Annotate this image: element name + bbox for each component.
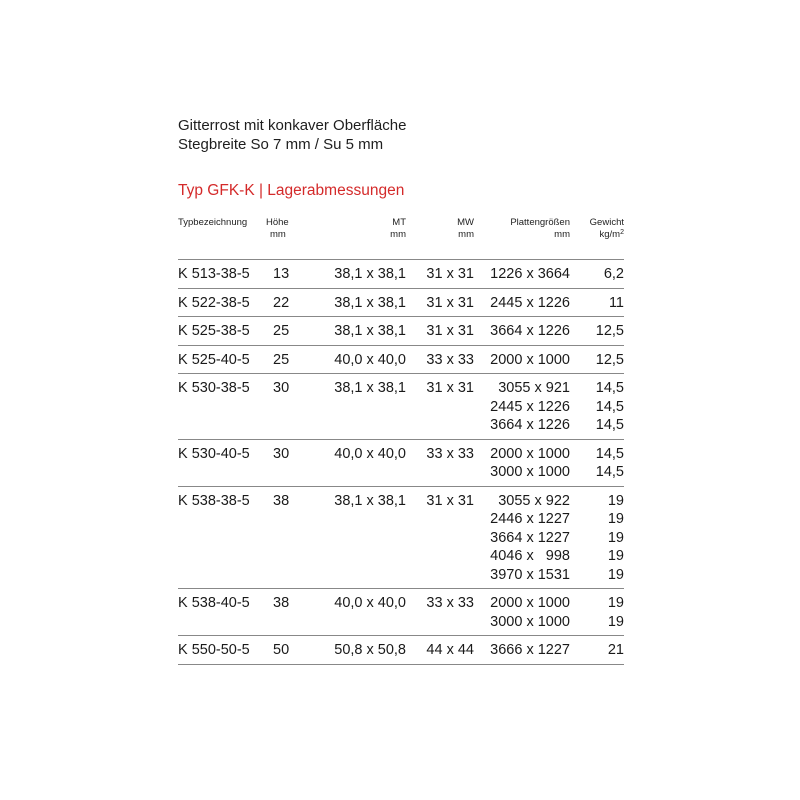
header-mt: MT mm — [390, 217, 406, 240]
cell-weight: 11 — [608, 294, 624, 311]
document-page — [178, 116, 624, 665]
cell-plate-size: 1226 x 3664 — [490, 266, 570, 282]
cell-weight: 14,5 — [595, 464, 624, 480]
cell-weights — [570, 374, 624, 440]
cell-weight: 19 — [607, 566, 624, 583]
cell-weights — [570, 260, 624, 289]
cell-plate-size: 2000 x 1000 — [490, 595, 570, 611]
cell-mw: 31 x 31 — [426, 266, 474, 282]
cell-plate-sizes — [474, 288, 570, 317]
cell-plate-size: 3666 x 1227 — [490, 642, 570, 658]
table-row — [178, 636, 624, 665]
cell-plate-size: 3664 x 1226 — [490, 417, 570, 433]
cell-height: 30 — [273, 380, 290, 396]
cell-type: K 550-50-5 — [178, 642, 250, 658]
cell-weights — [570, 345, 624, 374]
table-row — [178, 345, 624, 374]
header-plates: Plattengrößen mm — [510, 217, 570, 240]
cell-plate-sizes — [474, 345, 570, 374]
table-row — [178, 589, 624, 636]
cell-plate-size: 3000 x 1000 — [490, 464, 570, 480]
cell-plate-size: 2445 x 1226 — [490, 398, 570, 415]
cell-height: 22 — [273, 294, 290, 311]
cell-weight: 19 — [607, 529, 624, 546]
cell-mw: 33 x 33 — [426, 351, 474, 368]
cell-mw: 31 x 31 — [426, 323, 474, 339]
cell-type: K 525-38-5 — [178, 323, 250, 339]
table-row — [178, 486, 624, 589]
cell-mw: 31 x 31 — [426, 492, 474, 509]
cell-mt: 40,0 x 40,0 — [334, 595, 406, 611]
cell-weights — [570, 589, 624, 636]
table-row — [178, 317, 624, 346]
cell-weights — [570, 636, 624, 665]
header-mw: MW mm — [457, 217, 474, 240]
cell-mw: 31 x 31 — [426, 294, 474, 311]
cell-weights — [570, 288, 624, 317]
cell-weight: 12,5 — [595, 323, 624, 339]
cell-plate-size: 4046 x 998 — [490, 548, 570, 564]
dimensions-table — [178, 217, 624, 665]
cell-type: K 525-40-5 — [178, 351, 250, 368]
cell-plate-sizes — [474, 589, 570, 636]
cell-plate-sizes — [474, 439, 570, 486]
cell-plate-size: 3664 x 1227 — [490, 529, 570, 546]
cell-weight: 19 — [607, 492, 624, 509]
heading-line-2: Stegbreite So 7 mm / Su 5 mm — [178, 136, 384, 153]
cell-type: K 538-40-5 — [178, 595, 250, 611]
cell-mw: 33 x 33 — [426, 445, 474, 462]
cell-type: K 513-38-5 — [178, 266, 250, 282]
cell-weight: 14,5 — [595, 380, 624, 396]
cell-height: 38 — [273, 595, 290, 611]
cell-weight: 19 — [607, 548, 624, 564]
cell-weights — [570, 439, 624, 486]
cell-mt: 38,1 x 38,1 — [334, 492, 406, 509]
cell-plate-size: 3664 x 1226 — [490, 323, 570, 339]
cell-mt: 50,8 x 50,8 — [334, 642, 406, 658]
cell-weight: 6,2 — [603, 266, 624, 282]
header-type: Typbezeichnung — [178, 217, 248, 228]
cell-mt: 40,0 x 40,0 — [334, 445, 406, 462]
table-row — [178, 374, 624, 440]
cell-plate-sizes — [474, 374, 570, 440]
cell-height: 25 — [273, 351, 290, 368]
cell-plate-size: 3000 x 1000 — [490, 613, 570, 630]
cell-mt: 38,1 x 38,1 — [334, 266, 406, 282]
cell-plate-sizes — [474, 486, 570, 589]
table-body — [178, 260, 624, 665]
cell-height: 50 — [273, 642, 290, 658]
cell-height: 13 — [273, 266, 290, 282]
cell-plate-size: 2000 x 1000 — [490, 351, 570, 368]
cell-weights — [570, 486, 624, 589]
cell-mt: 38,1 x 38,1 — [334, 294, 406, 311]
cell-weight: 14,5 — [595, 417, 624, 433]
table-row — [178, 439, 624, 486]
cell-plate-size: 2445 x 1226 — [490, 294, 570, 311]
cell-weights — [570, 317, 624, 346]
cell-weight: 19 — [607, 595, 624, 611]
cell-plate-sizes — [474, 636, 570, 665]
cell-height: 25 — [273, 323, 290, 339]
cell-weight: 12,5 — [595, 351, 624, 368]
cell-mt: 38,1 x 38,1 — [334, 323, 406, 339]
cell-type: K 538-38-5 — [178, 492, 250, 509]
cell-height: 38 — [273, 492, 290, 509]
cell-weight: 19 — [607, 613, 624, 630]
cell-mw: 33 x 33 — [426, 595, 474, 611]
header-height: Höhe mm — [266, 217, 289, 240]
cell-type: K 530-38-5 — [178, 380, 250, 396]
cell-height: 30 — [273, 445, 290, 462]
cell-plate-size: 3970 x 1531 — [490, 566, 570, 583]
cell-plate-size: 3055 x 922 — [498, 492, 570, 509]
cell-plate-sizes — [474, 317, 570, 346]
cell-plate-size: 2446 x 1227 — [490, 511, 570, 527]
cell-weight: 19 — [607, 511, 624, 527]
cell-plate-size: 3055 x 921 — [498, 380, 570, 396]
cell-mt: 38,1 x 38,1 — [334, 380, 406, 396]
cell-weight: 14,5 — [595, 445, 624, 462]
section-title: Typ GFK-K | Lagerabmessungen — [178, 182, 405, 199]
heading-line-1: Gitterrost mit konkaver Oberfläche — [178, 117, 407, 134]
cell-type: K 522-38-5 — [178, 294, 250, 311]
table-row — [178, 288, 624, 317]
cell-plate-size: 2000 x 1000 — [490, 445, 570, 462]
cell-mt: 40,0 x 40,0 — [334, 351, 406, 368]
table-header-row — [178, 217, 624, 260]
header-weight: Gewicht $kg/m^2$ — [589, 217, 624, 240]
cell-type: K 530-40-5 — [178, 445, 250, 462]
cell-mw: 44 x 44 — [426, 642, 474, 658]
cell-weight: 21 — [607, 642, 624, 658]
cell-mw: 31 x 31 — [426, 380, 474, 396]
cell-plate-sizes — [474, 260, 570, 289]
cell-weight: 14,5 — [595, 398, 624, 415]
table-row — [178, 260, 624, 289]
